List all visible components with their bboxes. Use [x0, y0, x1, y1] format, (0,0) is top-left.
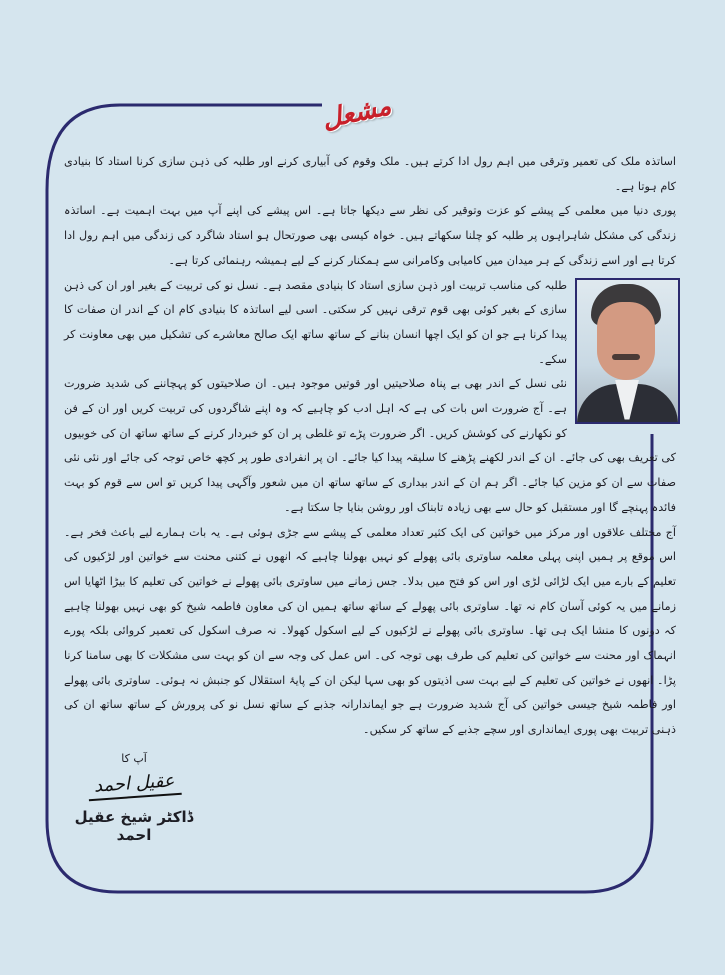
photo-wrap-block — [64, 274, 676, 521]
signature: عقیل احمد — [87, 770, 181, 801]
author-photo — [575, 278, 680, 424]
paragraph-4: نئی نسل کے اندر بھی بے پناہ صلاحیتیں اور قوتیں موجود ہیں۔ ان صلاحیتوں کو پہچاننے کی شدید ضرورت ہے۔ آج ضرورت اس بات کی ہے کہ اہل ادب کو چاہیے کہ وہ اپنے شاگردوں کی تربیت کریں اور ان کے فن کو نکھارنے کی کوشش کریں۔ اگر ضرورت پڑے تو غلطی پر ان کو خبردار کرنے کے ساتھ ساتھ ان کی خوبیوں کی تعریف بھی کی جائے۔ ان کے اندر لکھنے پڑھنے کا سلیقہ پیدا کیا جائے۔ ان پر انفرادی طور پر کچھ خاص توجہ کی جائے اور نئی نئی صفات سے ان کو مزین کیا جائے۔ اگر ہم ان کے اندر بیداری کے ساتھ ساتھ ان میں شعور وآگہی پیدا کریں تو اس سے قوم کو بہت فائدہ پہنچے گا اور مستقبل کو حال سے بھی زیادہ تابناک اور روشن بنایا جا سکتا ہے۔ — [64, 377, 676, 514]
photo-face — [597, 302, 655, 380]
closing-salutation: آپ کا — [121, 752, 147, 765]
paragraph-2: پوری دنیا میں معلمی کے پیشے کو عزت وتوقیر کی نظر سے دیکھا جاتا ہے۔ اس پیشے کی اپنے آپ میں بہت اہمیت ہے۔ اساتذہ زندگی کی مشکل شاہراہوں پر طلبہ کو چلنا سکھاتے ہیں۔ خواہ کیسی بھی صورتحال ہو استاد شاگرد کی زندگی میں اہم رول ادا کرتا ہے اور اسے زندگی کے ہر میدان میں کامیابی وکامرانی سے ہمکنار کرنے کے لیے ہمیشہ رہنمائی کرتا ہے۔ — [64, 204, 676, 267]
paragraph-1: اساتذہ ملک کی تعمیر وترقی میں اہم رول ادا کرتے ہیں۔ ملک وقوم کی آبیاری کرنے اور طلبہ کی ذہن سازی کرنا استاد کا بنیادی کام ہوتا ہے۔ — [64, 155, 676, 193]
author-name: ڈاکٹر شیخ عقیل احمد — [74, 808, 194, 844]
paragraph-5: آج مختلف علاقوں اور مرکز میں خواتین کی ایک کثیر تعداد معلمی کے پیشے سے جڑی ہوئی ہے۔ یہ بات ہمارے لیے باعث فخر ہے۔ اس موقع پر ہمیں اپنی پہلی معلمہ ساوتری بائی پھولے کو نہیں بھولنا چاہیے کہ انھوں نے کتنی محنت سے خواتین اور لڑکیوں کی تعلیم کے بارے میں ایک لڑائی لڑی اور اس کو فتح میں بدلا۔ جس زمانے میں ساوتری بائی پھولے نے خواتین کی تعلیم کا بیڑا اٹھایا اس زمانے میں یہ کوئی آسان کام نہ تھا۔ ساوتری بائی پھولے کے ساتھ ساتھ ہمیں ان کی معاون فاطمہ شیخ کو بھی نہیں بھولنا چاہیے کہ دونوں کا منشا ایک ہی تھا۔ ساوتری بائی پھولے نے لڑکیوں کے لیے اسکول کھولا۔ نہ صرف اسکول کی تعمیر کروائی بلکہ پورے انہماک اور محنت سے خواتین کی تعلیم کی طرف بھی توجہ کی۔ اس عمل کی وجہ سے ان کو بہت سی مشکلات کا بھی سامنا کرنا پڑا۔ انھوں نے خواتین کی تعلیم کے لیے بہت سی اذیتوں کو بھی سہا لیکن ان کے پایۂ استقلال کو جنبش نہ ہوئی۔ ساوتری بائی پھولے اور فاطمہ شیخ جیسی خواتین کی آج شدید ضرورت ہے جو ایماندارانہ جذبے کے ساتھ نسل نو کی پرورش کے ساتھ ساتھ ان کی ذہنی تربیت بھی پوری ایمانداری اور سچے جذبے کے ساتھ کر سکیں۔ — [64, 525, 676, 737]
article-body — [64, 150, 676, 743]
closing-block — [74, 752, 194, 844]
paragraph-3: طلبہ کی مناسب تربیت اور ذہن سازی استاد کا بنیادی مقصد ہے۔ نسل نو کی تربیت کے بغیر اور ان کی ذہن سازی کے بغیر کوئی بھی قوم ترقی نہیں کر سکتی۔ اسی لیے اساتذہ کا بنیادی کام ان کے اندر ان صفات کا پیدا کرنا ہے جو ان کو ایک اچھا انسان بنانے کے ساتھ ساتھ ایک صالح معاشرے کی تشکیل میں بھی معاونت کر سکے۔ — [64, 278, 567, 366]
photo-mustache — [612, 354, 640, 360]
page-title: مشعل — [319, 91, 394, 135]
